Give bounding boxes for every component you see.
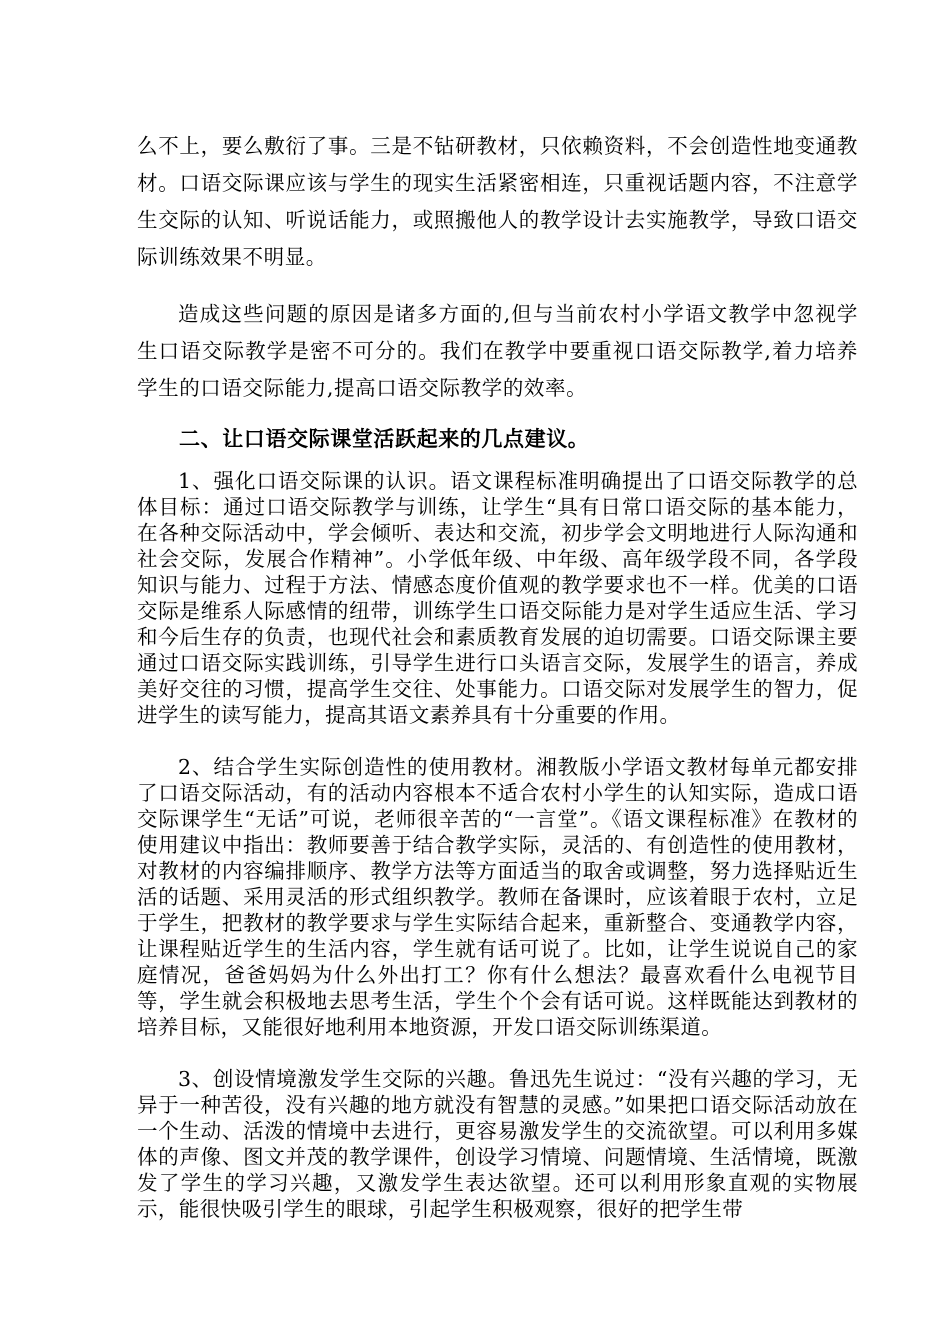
section-heading-two: 二、让口语交际课堂活跃起来的几点建议。 <box>179 427 590 451</box>
paragraph-continuation: 么不上，要么敷衍了事。三是不钻研教材，只依赖资料，不会创造性地变通教材。口语交际课应该与学生的现实生活紧密相连，只重视话题内容，不注意学生交际的认知、听说话能力，或照搬他人的教学设计去实施教学，导致口语交际训练效果不明显。 <box>137 134 858 269</box>
paragraph-point-2: 2、结合学生实际创造性的使用教材。湘教版小学语文教材每单元都安排了口语交际活动，有的活动内容根本不适合农村小学生的认知实际，造成口语交际课学生“无话”可说，老师很辛苦的“一言堂”。《语文课程标准》在教材的使用建议中指出：教师要善于结合教学实际，灵活的、有创造性的使用教材，对教材的内容编排顺序、教学方法等方面适当的取舍或调整，努力选择贴近生活的话题、采用灵活的形式组织教学。教师在备课时，应该着眼于农村，立足于学生，把教材的教学要求与学生实际结合起来，重新整合、变通教学内容，让课程贴近学生的生活内容，学生就有话可说了。比如，让学生说说自己的家庭情况，爸爸妈妈为什么外出打工？你有什么想法？最喜欢看什么电视节目等，学生就会积极地去思考生活，学生个个会有话可说。这样既能达到教材的培养目标，又能很好地利用本地资源，开发口语交际训练渠道。 <box>137 755 858 1039</box>
paragraph-point-3: 3、创设情境激发学生交际的兴趣。鲁迅先生说过：“没有兴趣的学习，无异于一种苦役，没有兴趣的地方就没有智慧的灵感。”如果把口语交际活动放在一个生动、活泼的情境中去进行，更容易激发学生的交流欲望。可以利用多媒体的声像、图文并茂的教学课件，创设学习情境、问题情境、生活情境，既激发了学生的学习兴趣，又激发学生表达欲望。还可以利用形象直观的实物展示，能很快吸引学生的眼球，引起学生积极观察，很好的把学生带 <box>137 1067 858 1221</box>
paragraph-causes: 造成这些问题的原因是诸多方面的,但与当前农村小学语文教学中忽视学生口语交际教学是密不可分的。我们在教学中要重视口语交际教学,着力培养学生的口语交际能力,提高口语交际教学的效率。 <box>137 302 858 400</box>
paragraph-point-1: 1、强化口语交际课的认识。语文课程标准明确提出了口语交际教学的总体目标：通过口语交际教学与训练，让学生“具有日常口语交际的基本能力，在各种交际活动中，学会倾听、表达和交流，初步学会文明地进行人际沟通和社会交际，发展合作精神”。小学低年级、中年级、高年级学段不同，各学段知识与能力、过程于方法、情感态度价值观的教学要求也不一样。优美的口语交际是维系人际感情的纽带，训练学生口语交际能力是对学生适应生活、学习和今后生存的负责，也现代社会和素质教育发展的迫切需要。口语交际课主要通过口语交际实践训练，引导学生进行口头语言交际，发展学生的语言，养成美好交往的习惯，提高学生交往、处事能力。口语交际对发展学生的智力，促进学生的读写能力，提高其语文素养具有十分重要的作用。 <box>137 469 858 727</box>
